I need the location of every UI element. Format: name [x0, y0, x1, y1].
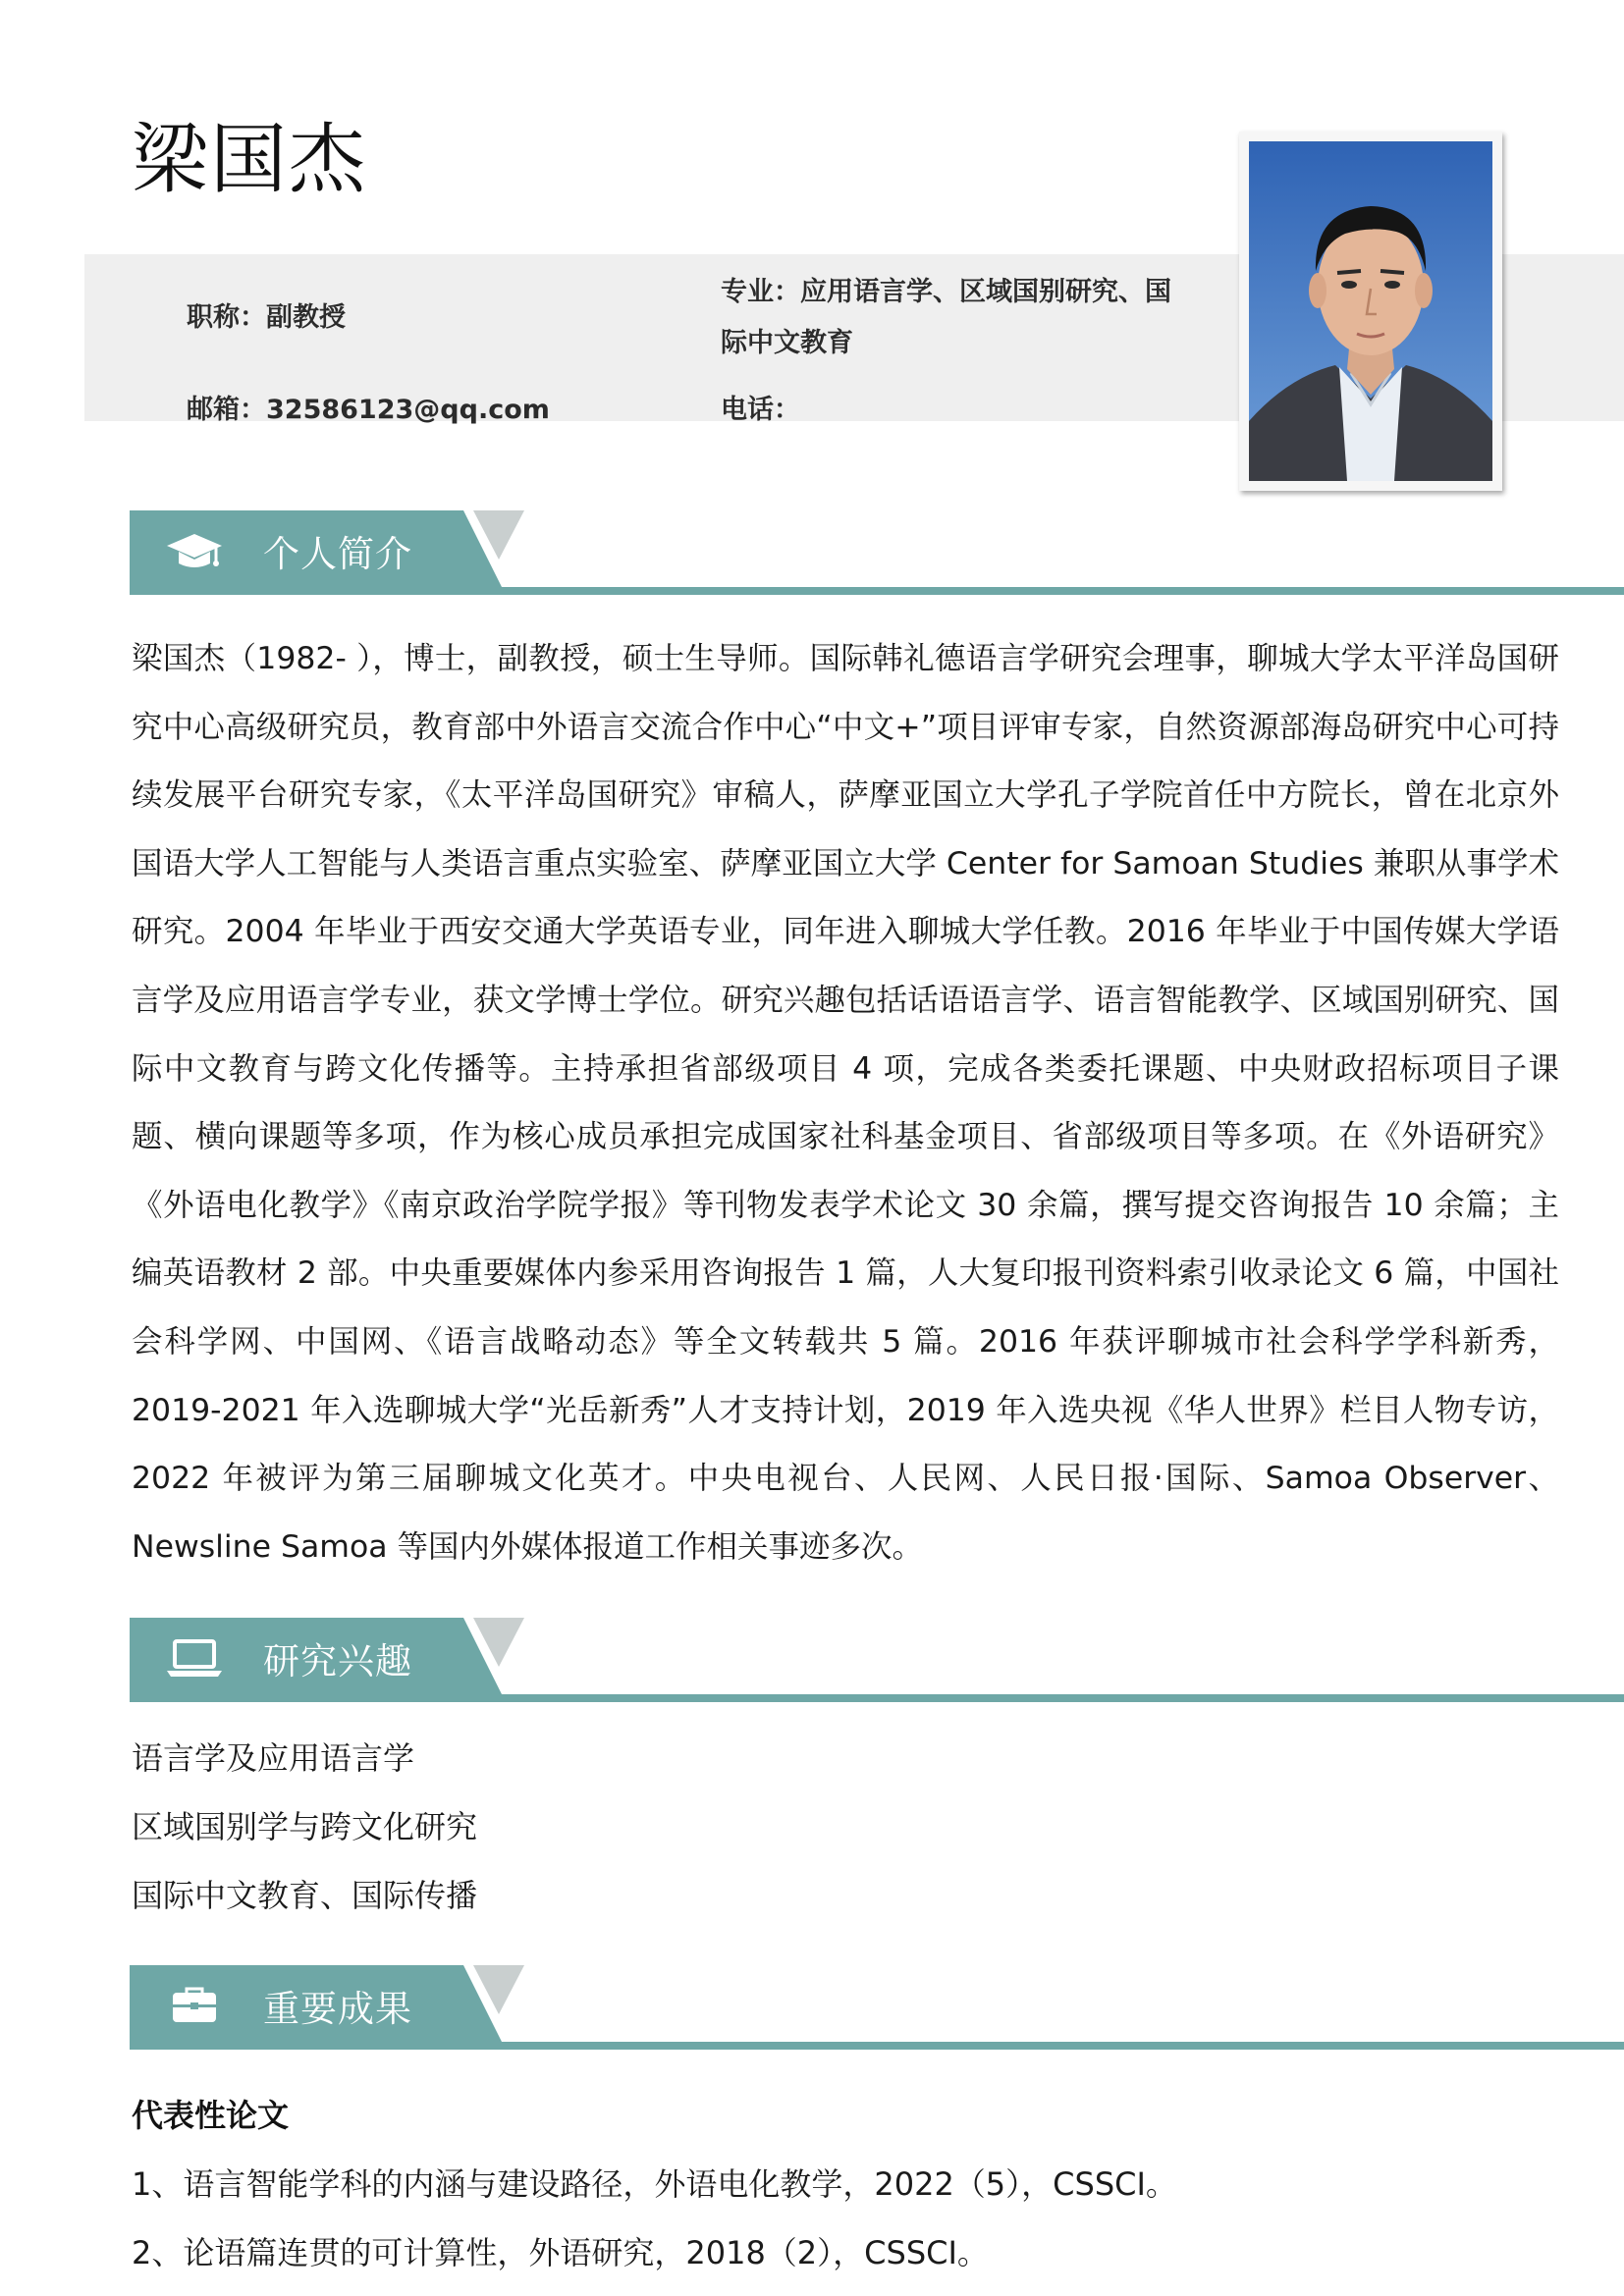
graduation-cap-icon [165, 530, 224, 571]
title-value: 副教授 [266, 302, 346, 333]
section-header-interests [130, 1618, 1624, 1702]
papers-heading: 代表性论文 [132, 2097, 290, 2134]
section-notch [473, 1965, 524, 2014]
section-notch [473, 510, 524, 560]
list-item: 1、语言智能学科的内涵与建设路径，外语电化教学，2022（5），CSSCI。 [132, 2165, 1177, 2203]
briefcase-icon [165, 1985, 224, 2026]
person-name: 梁国杰 [132, 116, 368, 204]
section-header-achievements [130, 1965, 1624, 2050]
major-field [721, 267, 1171, 369]
bio-paragraph: 梁国杰（1982- ），博士，副教授，硕士生导师。国际韩礼德语言学研究会理事，聊城大学太平洋岛国研究中心高级研究员，教育部中外语言交流合作中心“中文+”项目评审专家，自然资源部海岛研究中心可持续发展平台研究专家，《太平洋岛国研究》审稿人，萨摩亚国立大学孔子学院首任中方院长，曾在北京外国语大学人工智能与人类语言重点实验室、萨摩亚国立大学 Center for Samoan Studies 兼职从事学术研究。2004 年毕业于西安交通大学英语专业，同年进入聊城大学任教。2016 年毕业于中国传媒大学语言学及应用语言学专业，获文学博士学位。研究兴趣包括话语语言学、语言智能教学、区域国别研究、国际中文教育与跨文化传播等。主持承担省部级项目 4 项，完成各类委托课题、中央财政招标项目子课题、横向课题等多项，作为核心成员承担完成国家社科基金项目、省部级项目等多项。在《外语研究》《外语电化教学》《南京政治学院学报》等刊物发表学术论文 30 余篇，撰写提交咨询报告 10 余篇；主编英语教材 2 部。中央重要媒体内参采用咨询报告 1 篇，人大复印报刊资料索引收录论文 6 篇，中国社会科学网、中国网、《语言战略动态》等全文转载共 5 篇。2016 年获评聊城市社会科学学科新秀，2019-2021 年入选聊城大学“光岳新秀”人才支持计划，2019 年入选央视《华人世界》栏目人物专访，2022 年被评为第三届聊城文化英才。中央电视台、人民网、人民日报·国际、Samoa Observer、Newsline Samoa 等国内外媒体报道工作相关事迹多次。 [132, 641, 1559, 1565]
section-rule [130, 2042, 1624, 2050]
major-value-line2: 际中文教育 [721, 328, 853, 358]
portrait-photo [1249, 141, 1492, 481]
section-rule [130, 587, 1624, 595]
title-label: 职称： [187, 302, 266, 333]
list-item: 区域国别学与跨文化研究 [132, 1808, 478, 1845]
portrait-frame [1239, 132, 1502, 491]
list-item: 国际中文教育、国际传播 [132, 1877, 478, 1914]
section-notch [473, 1618, 524, 1667]
email-value: 32586123@qq.com [266, 395, 550, 425]
phone-label: 电话： [721, 395, 800, 425]
list-item: 2、论语篇连贯的可计算性，外语研究，2018（2），CSSCI。 [132, 2234, 989, 2271]
email-label: 邮箱： [187, 395, 266, 425]
title-field [187, 293, 346, 344]
section-title-achievements: 重要成果 [263, 1988, 412, 2030]
papers-list [132, 2150, 1177, 2287]
email-field [187, 385, 550, 436]
section-rule [130, 1694, 1624, 1702]
list-item: 语言学及应用语言学 [132, 1739, 415, 1777]
interests-list [132, 1724, 477, 1930]
major-label: 专业： [721, 277, 800, 307]
phone-field [721, 385, 800, 436]
section-header-intro [130, 510, 1624, 595]
major-value-line1: 应用语言学、区域国别研究、国 [800, 277, 1171, 307]
laptop-icon [165, 1637, 224, 1679]
section-title-intro: 个人简介 [263, 533, 412, 575]
section-title-interests: 研究兴趣 [263, 1640, 412, 1682]
